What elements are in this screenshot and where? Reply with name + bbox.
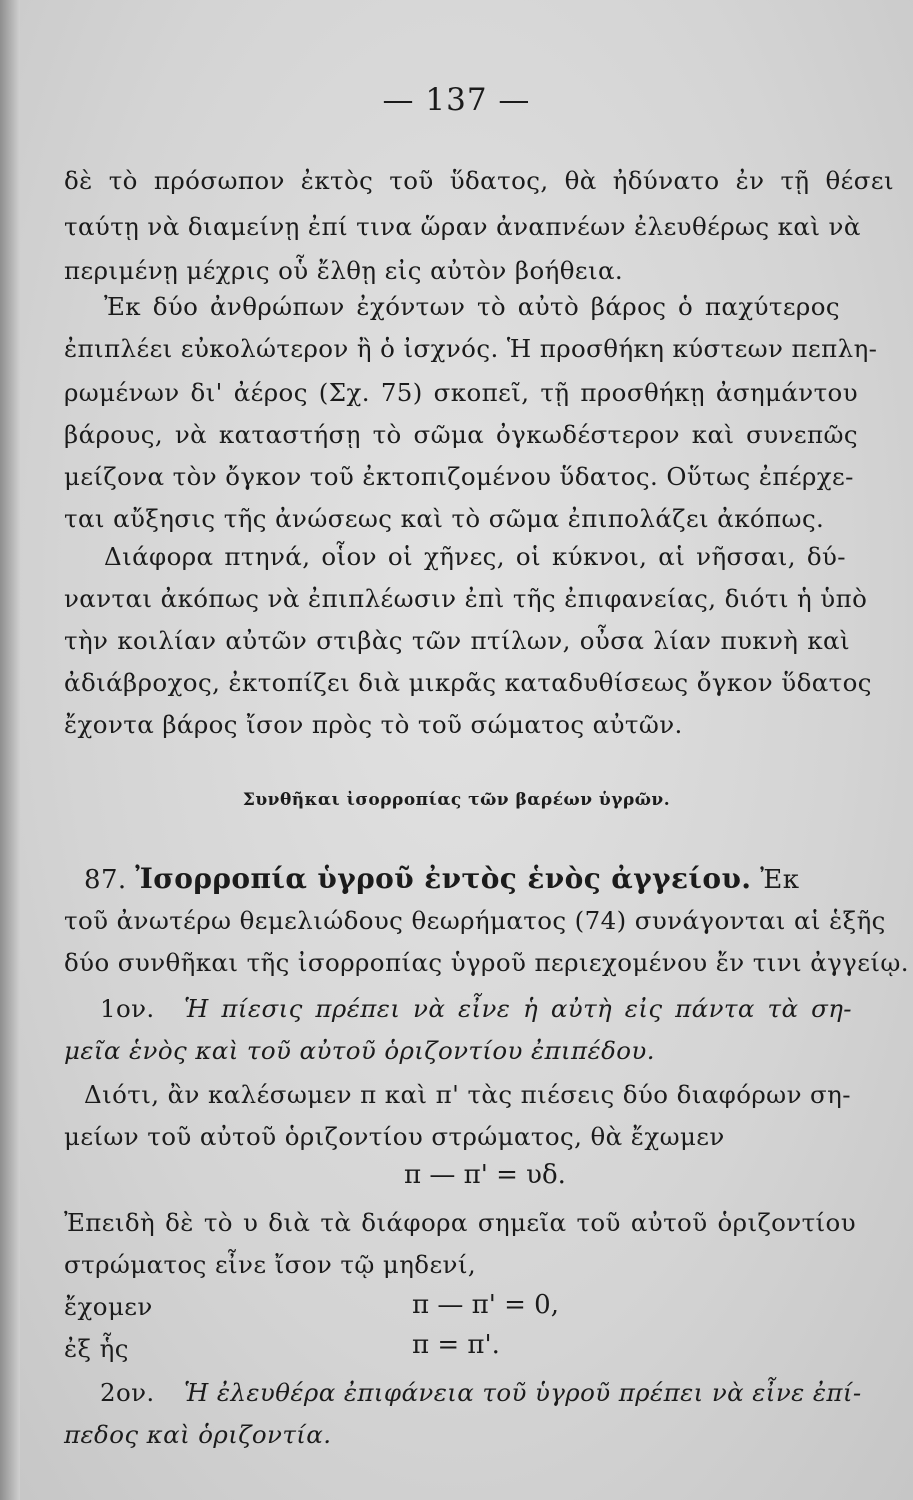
condition-1-text: Ἡ πίεσις πρέπει νὰ εἶνε ἡ αὐτὴ εἰς πάντα τὰ ση-: [184, 994, 852, 1023]
text-line: ἀδιάβροχος, ἐκτοπίζει διὰ μικρᾶς καταδυθίσεως ὄγκον ὕδατος: [64, 668, 872, 697]
condition-2-text: πεδος καὶ ὁριζοντία.: [64, 1420, 332, 1449]
text-line: στρώματος εἶνε ἴσον τῷ μηδενί,: [64, 1250, 477, 1279]
section-heading: Συνθῆκαι ἰσορροπίας τῶν βαρέων ὑγρῶν.: [242, 790, 671, 810]
condition-1-text: μεῖα ἑνὸς καὶ τοῦ αὐτοῦ ὁριζοντίου ἐπιπέδου.: [64, 1036, 655, 1065]
article-title: Ἰσορροπία ὑγροῦ ἐντὸς ἑνὸς ἀγγείου.: [135, 862, 752, 895]
text-line: δύο συνθῆκαι τῆς ἰσορροπίας ὑγροῦ περιεχομένου ἔν τινι ἀγγείῳ.: [64, 948, 909, 977]
text-line: ται αὔξησις τῆς ἀνώσεως καὶ τὸ σῶμα ἐπιπολάζει ἀκόπως.: [64, 504, 825, 533]
condition-2-label: 2ον.: [100, 1378, 155, 1407]
page-number: — 137 —: [382, 82, 531, 118]
text-line: τὴν κοιλίαν αὐτῶν στιβὰς τῶν πτίλων, οὖσα λίαν πυκνὴ καὶ: [64, 626, 850, 655]
text-line: μείων τοῦ αὐτοῦ ὁριζοντίου στρώματος, θὰ ἔχωμεν: [64, 1122, 725, 1151]
equation: π = π'.: [412, 1330, 500, 1360]
text-line: νανται ἀκόπως νὰ ἐπιπλέωσιν ἐπὶ τῆς ἐπιφανείας, διότι ἡ ὑπὸ: [64, 584, 868, 613]
equation-label: ἔχομεν: [64, 1292, 153, 1321]
article-number: 87.: [84, 865, 127, 895]
text-line: ρωμένων δι' ἀέρος (Σχ. 75) σκοπεῖ, τῇ προσθήκῃ ἀσημάντου: [64, 378, 858, 407]
text-line: Διότι, ἂν καλέσωμεν π καὶ π' τὰς πιέσεις δύο διαφόρων ση-: [84, 1080, 851, 1109]
text-line: ταύτῃ νὰ διαμείνῃ ἐπί τινα ὥραν ἀναπνέων ἐλευθέρως καὶ νὰ: [64, 212, 861, 241]
text-line: τοῦ ἀνωτέρω θεμελιώδους θεωρήματος (74) συνάγονται αἱ ἑξῆς: [64, 906, 886, 935]
equation-label: ἐξ ἧς: [64, 1334, 129, 1363]
page-edge-shadow: [0, 0, 20, 1500]
condition-1-label: 1ον.: [100, 994, 155, 1023]
text-line: ἐπιπλέει εὐκολώτερον ἢ ὁ ἰσχνός. Ἡ προσθήκη κύστεων πεπλη-: [64, 334, 878, 363]
text-line: Ἐκ δύο ἀνθρώπων ἐχόντων τὸ αὐτὸ βάρος ὁ παχύτερος: [104, 292, 840, 321]
text-line: Διάφορα πτηνά, οἷον οἱ χῆνες, οἱ κύκνοι, αἱ νῆσσαι, δύ-: [104, 542, 846, 571]
equation: π — π' = 0,: [412, 1290, 559, 1320]
equation: π — π' = υδ.: [404, 1160, 566, 1190]
text-line: δὲ τὸ πρόσωπον ἐκτὸς τοῦ ὕδατος, θὰ ἠδύνατο ἐν τῇ θέσει: [64, 166, 894, 195]
text-fragment: Ἐκ: [760, 865, 800, 895]
article-line: [84, 862, 799, 895]
text-line: περιμένῃ μέχρις οὗ ἔλθῃ εἰς αὐτὸν βοήθεια.: [64, 256, 624, 285]
text-line: ἔχοντα βάρος ἴσον πρὸς τὸ τοῦ σώματος αὐτῶν.: [64, 710, 683, 739]
condition-2-text: Ἡ ἐλευθέρα ἐπιφάνεια τοῦ ὑγροῦ πρέπει νὰ εἶνε ἐπί-: [184, 1378, 862, 1407]
text-line: μείζονα τὸν ὄγκον τοῦ ἐκτοπιζομένου ὕδατος. Οὕτως ἐπέρχε-: [64, 462, 854, 491]
text-line: βάρους, νὰ καταστήσῃ τὸ σῶμα ὀγκωδέστερον καὶ συνεπῶς: [64, 420, 858, 449]
text-line: Ἐπειδὴ δὲ τὸ υ διὰ τὰ διάφορα σημεῖα τοῦ αὐτοῦ ὁριζοντίου: [64, 1208, 856, 1237]
